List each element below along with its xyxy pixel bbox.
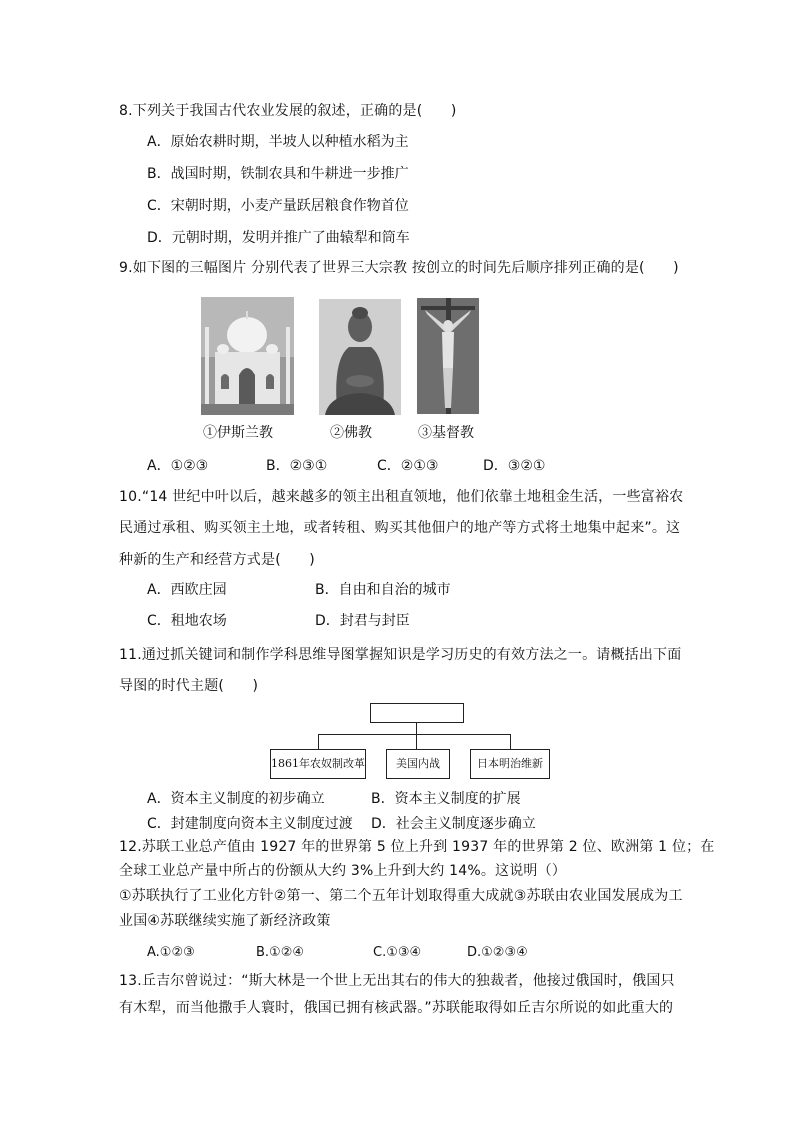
caption-islam: ①伊斯兰教 bbox=[203, 425, 273, 441]
q10-line1: 10.“14 世纪中叶以后，越来越多的领主出租直领地，他们依靠土地租金生活，一些富裕农 bbox=[119, 489, 684, 505]
caption-christianity: ③基督教 bbox=[418, 425, 474, 441]
mindmap-node-serfdom-reform: 1861年农奴制改革 bbox=[270, 749, 366, 779]
mindmap-connector bbox=[416, 734, 417, 749]
q12-line4: 业国④苏联继续实施了新经济政策 bbox=[119, 913, 331, 929]
q10-option-d: D．封君与封臣 bbox=[315, 613, 410, 629]
buddhism-image bbox=[319, 299, 401, 415]
q11-option-c: C．封建制度向资本主义制度过渡 bbox=[147, 816, 353, 832]
q13-line1: 13.丘吉尔曾说过：“斯大林是一个世上无出其右的伟大的独裁者，他接过俄国时，俄国只 bbox=[119, 973, 675, 989]
q12-option-a: A.①②③ bbox=[147, 945, 195, 960]
mindmap-connector bbox=[510, 734, 511, 749]
q12-line2: 全球工业总产量中所占的份额从大约 3%上升到大约 14%。这说明（） bbox=[119, 863, 567, 879]
q9-option-b: B．②③① bbox=[266, 458, 328, 474]
q9-stem: 9.如下图的三幅图片 分别代表了世界三大宗教 按创立的时间先后顺序排列正确的是( ) bbox=[119, 260, 679, 276]
q9-option-c: C．②①③ bbox=[377, 458, 439, 474]
q10-option-b: B．自由和自治的城市 bbox=[315, 582, 451, 598]
mindmap-connector bbox=[416, 723, 417, 734]
q12-option-d: D.①②③④ bbox=[467, 945, 528, 960]
q12-line3: ①苏联执行了工业化方针②第一、第二个五年计划取得重大成就③苏联由农业国发展成为工 bbox=[119, 888, 683, 904]
q8-option-c: C．宋朝时期，小麦产量跃居粮食作物首位 bbox=[147, 198, 409, 214]
q9-option-a: A．①②③ bbox=[147, 458, 209, 474]
q13-line2: 有木犁，而当他撒手人寰时，俄国已拥有核武器。”苏联能取得如丘吉尔所说的如此重大的 bbox=[119, 1000, 674, 1016]
q11-line2: 导图的时代主题( ) bbox=[119, 678, 259, 694]
q10-option-c: C．租地农场 bbox=[147, 613, 227, 629]
q10-option-a: A．西欧庄园 bbox=[147, 582, 227, 598]
q8-option-b: B．战国时期，铁制农具和牛耕进一步推广 bbox=[147, 166, 409, 182]
mindmap-root-box bbox=[370, 703, 464, 723]
q8-option-d: D．元朝时期，发明并推广了曲辕犁和筒车 bbox=[147, 230, 410, 246]
q11-option-a: A．资本主义制度的初步确立 bbox=[147, 791, 325, 807]
mindmap-connector bbox=[318, 734, 511, 735]
q10-line3: 种新的生产和经营方式是( ) bbox=[119, 552, 315, 568]
caption-buddhism: ②佛教 bbox=[330, 425, 372, 441]
mindmap-connector bbox=[318, 734, 319, 749]
q9-option-d: D．③②① bbox=[483, 458, 546, 474]
q11-line1: 11.通过抓关键词和制作学科思维导图掌握知识是学习历史的有效方法之一。请概括出下面 bbox=[119, 647, 682, 663]
q12-option-c: C.①③④ bbox=[373, 945, 422, 960]
mindmap-node-us-civil-war: 美国内战 bbox=[386, 749, 450, 779]
mindmap-node-meiji-restoration: 日本明治维新 bbox=[470, 749, 550, 779]
q12-line1: 12.苏联工业总产值由 1927 年的世界第 5 位上升到 1937 年的世界第 2 位、欧洲第 1 位；在 bbox=[119, 839, 715, 855]
q8-option-a: A．原始农耕时期，半坡人以种植水稻为主 bbox=[147, 134, 409, 150]
q8-stem: 8.下列关于我国古代农业发展的叙述，正确的是( ) bbox=[119, 103, 457, 119]
christianity-image bbox=[417, 298, 479, 414]
islam-image bbox=[201, 297, 294, 415]
q12-option-b: B.①②④ bbox=[256, 945, 305, 960]
q10-line2: 民通过承租、购买领主土地，或者转租、购买其他佃户的地产等方式将土地集中起来”。这 bbox=[119, 520, 681, 536]
q11-option-d: D．社会主义制度逐步确立 bbox=[371, 816, 536, 832]
q11-option-b: B．资本主义制度的扩展 bbox=[371, 791, 521, 807]
